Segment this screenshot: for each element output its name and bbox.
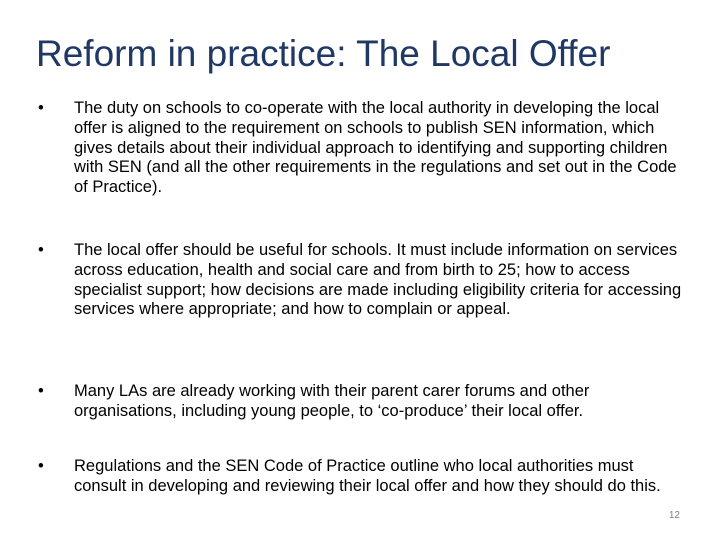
bullet-icon: •	[38, 457, 44, 475]
bullet-item	[38, 241, 690, 320]
bullet-item	[38, 457, 690, 497]
slide-title: Reform in practice: The Local Offer	[36, 33, 611, 74]
bullet-item	[38, 99, 690, 198]
bullet-icon: •	[38, 382, 44, 400]
page-number: 12	[668, 510, 680, 521]
bullet-text: Many LAs are already working with their parent carer forums and other organisations, including young people, to ‘co-produce’ their local offer.	[74, 382, 590, 420]
bullet-text: The duty on schools to co-operate with the local authority in developing the local offer is aligned to the requirement on schools to publish SEN information, which gives details about their individual approach to identifying and supporting children with SEN (and all the other requirements in the regulations and set out in the Code of Practice).	[74, 99, 677, 197]
bullet-text: The local offer should be useful for schools. It must include information on services across education, health and social care and from birth to 25; how to access specialist support; how decisions are made including eligibility criteria for accessing services where appropriate; and how to complain or appeal.	[74, 241, 682, 319]
bullet-icon: •	[38, 99, 44, 117]
bullet-icon: •	[38, 241, 44, 259]
bullet-item	[38, 382, 690, 422]
bullet-text: Regulations and the SEN Code of Practice outline who local authorities must consult in developing and reviewing their local offer and how they should do this.	[74, 457, 661, 495]
